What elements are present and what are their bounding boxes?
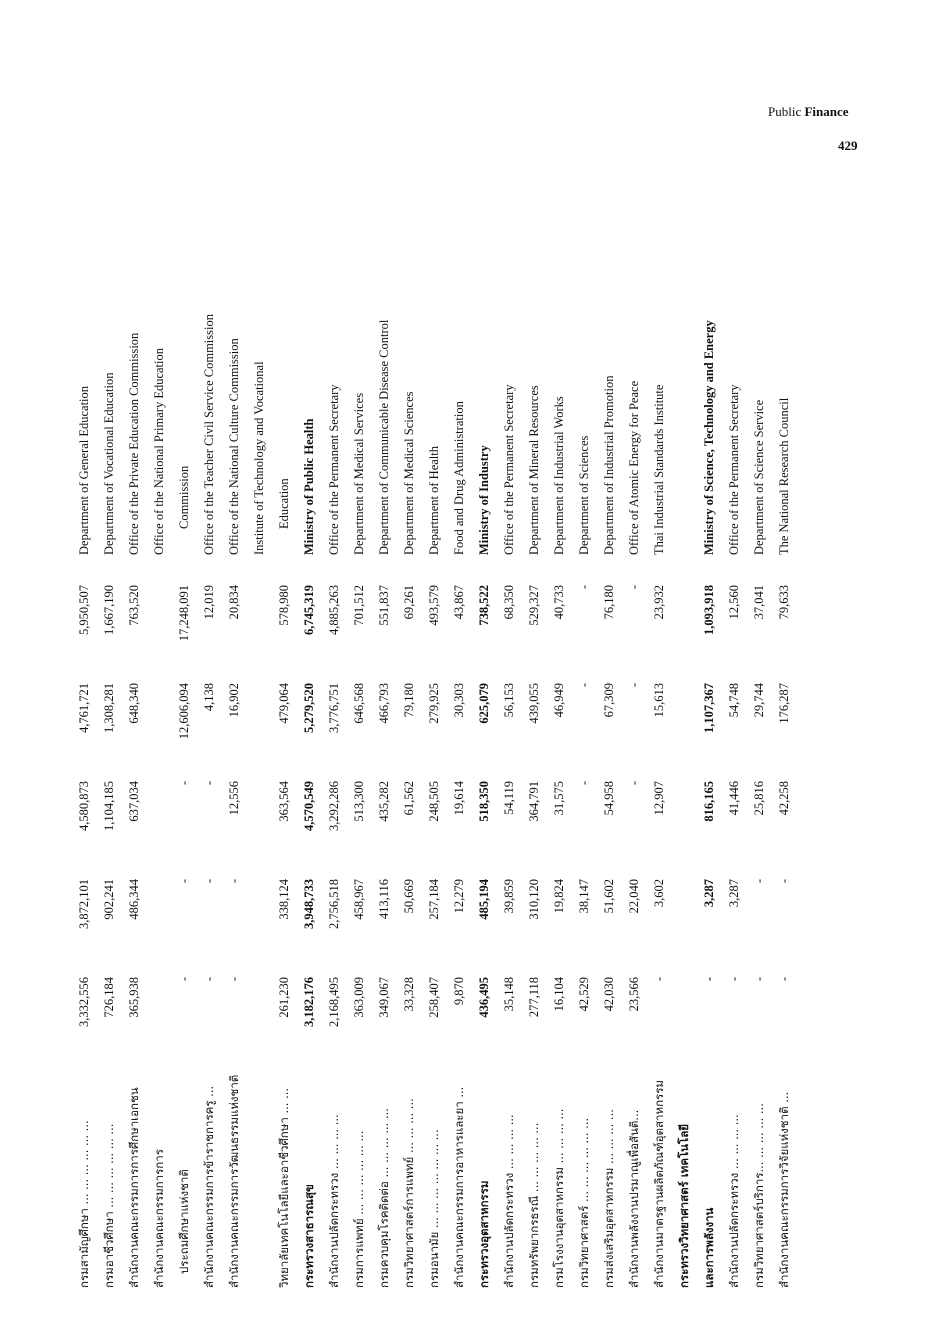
value-col-4: 648,340 xyxy=(127,683,141,724)
english-label: Commission xyxy=(177,465,191,529)
rotated-table-region xyxy=(72,182,878,1292)
value-col-2 xyxy=(672,871,697,969)
value-col-3: 435,282 xyxy=(377,781,391,822)
value-col-4: - xyxy=(577,683,591,688)
value-col-3: 248,505 xyxy=(427,781,441,822)
value-col-5 xyxy=(247,577,272,675)
value-col-5: - xyxy=(577,585,591,590)
english-label: Office of the Permanent Secretary xyxy=(727,384,741,555)
table-row xyxy=(372,182,397,1292)
thai-label: กรมส่งเสริมอุตสาหกรรม ... ... ... ... xyxy=(601,1109,616,1288)
value-col-4: 29,744 xyxy=(752,683,766,718)
value-col-2: 3,287 xyxy=(702,879,716,908)
value-col-3: 3,292,286 xyxy=(327,781,341,831)
thai-label: สำนักงานคณะกรรมการการ xyxy=(151,1149,166,1288)
value-col-5: 1,093,918 xyxy=(702,585,716,635)
value-col-5: 69,261 xyxy=(402,585,416,620)
value-col-3: 513,300 xyxy=(352,781,366,822)
thai-label: กระทรวงวิทยาศาสตร์ เทคโนโลยี xyxy=(676,1123,691,1288)
value-col-5: 12,560 xyxy=(727,585,741,620)
table-row xyxy=(72,182,97,1292)
table-row xyxy=(297,182,322,1292)
value-col-4: 67,309 xyxy=(602,683,616,718)
value-col-4: 279,925 xyxy=(427,683,441,724)
value-col-3: 363,564 xyxy=(277,781,291,822)
thai-label: กรมวิทยาศาสตร์ ... ... ... ... ... ... xyxy=(576,1117,591,1288)
value-col-1: - xyxy=(652,977,666,982)
value-col-4: 176,287 xyxy=(777,683,791,724)
value-col-1: 9,870 xyxy=(452,977,466,1006)
value-col-2: 3,872,101 xyxy=(77,879,91,929)
value-col-1: 2,168,495 xyxy=(327,977,341,1027)
thai-label: สำนักงานคณะกรรมการวิจัยแห่งชาติ ... xyxy=(776,1091,791,1288)
value-col-2: 413,116 xyxy=(377,879,391,920)
value-col-2: - xyxy=(177,879,191,884)
value-col-3: 637,034 xyxy=(127,781,141,822)
thai-label: สำนักงานคณะกรรมการอาหารและยา ... xyxy=(451,1086,466,1288)
value-col-3: 1,104,185 xyxy=(102,781,116,831)
thai-label: สำนักงานปลัดกระทรวง ... ... ... ... xyxy=(326,1114,341,1288)
value-col-4: 1,107,367 xyxy=(702,683,716,733)
thai-label: กรมควบคุมโรคติดต่อ ... ... ... ... ... xyxy=(376,1108,391,1288)
english-label: Institute of Technology and Vocational xyxy=(252,361,266,555)
value-col-1: - xyxy=(752,977,766,982)
value-col-1: - xyxy=(227,977,241,982)
value-col-1: - xyxy=(727,977,741,982)
value-col-3: 54,119 xyxy=(502,781,516,815)
value-col-2: 3,948,733 xyxy=(302,879,316,929)
value-col-4: 1,308,281 xyxy=(102,683,116,733)
value-col-3: 12,907 xyxy=(652,781,666,816)
table-row xyxy=(597,182,622,1292)
english-label: Department of Medical Sciences xyxy=(402,391,416,555)
value-col-5: 763,520 xyxy=(127,585,141,626)
value-col-4: 466,793 xyxy=(377,683,391,724)
value-col-5: 493,579 xyxy=(427,585,441,626)
value-col-2: 486,344 xyxy=(127,879,141,920)
value-col-5 xyxy=(672,577,697,675)
value-col-3: 25,816 xyxy=(752,781,766,816)
value-col-1: 16,104 xyxy=(552,977,566,1012)
value-col-2: 338,124 xyxy=(277,879,291,920)
table-row xyxy=(472,182,497,1292)
value-col-4: 439,055 xyxy=(527,683,541,724)
value-col-2: 12,279 xyxy=(452,879,466,914)
value-col-2: - xyxy=(752,879,766,884)
english-label: Office of the Private Education Commission xyxy=(127,332,141,555)
value-col-5: 551,837 xyxy=(377,585,391,626)
thai-label: และการพลังงาน xyxy=(701,1207,716,1288)
english-label: Office of the Permanent Secretary xyxy=(502,384,516,555)
value-col-4: 625,079 xyxy=(477,683,491,724)
value-col-2: 39,859 xyxy=(502,879,516,914)
value-col-5: 4,885,263 xyxy=(327,585,341,635)
table-row xyxy=(447,182,472,1292)
value-col-1: - xyxy=(777,977,791,982)
table-row xyxy=(322,182,347,1292)
english-label: Department of Medical Services xyxy=(352,392,366,555)
english-label: Department of Sciences xyxy=(577,435,591,555)
table-row xyxy=(422,182,447,1292)
thai-label: วิทยาลัยเทคโนโลยีและอาชีวศึกษา ... ... xyxy=(276,1087,291,1288)
value-col-3: 42,258 xyxy=(777,781,791,816)
value-col-1: 42,030 xyxy=(602,977,616,1012)
table-row xyxy=(172,182,197,1292)
value-col-5: 12,019 xyxy=(202,585,216,620)
value-col-5: 40,733 xyxy=(552,585,566,620)
value-col-2: 22,040 xyxy=(627,879,641,914)
value-col-4: 4,761,721 xyxy=(77,683,91,733)
thai-label: กรมวิทยาศาสตร์บริการ... ... ... ... ... xyxy=(751,1103,766,1288)
value-col-5: 43,867 xyxy=(452,585,466,620)
value-col-5: 79,633 xyxy=(777,585,791,620)
value-col-4: 30,303 xyxy=(452,683,466,718)
value-col-1: 363,009 xyxy=(352,977,366,1018)
value-col-1: 23,566 xyxy=(627,977,641,1012)
value-col-2 xyxy=(247,871,272,969)
english-label: Office of the Teacher Civil Service Commission xyxy=(202,314,216,555)
table-row xyxy=(97,182,122,1292)
value-col-5: 68,350 xyxy=(502,585,516,620)
value-col-4: 46,949 xyxy=(552,683,566,718)
value-col-5: 738,522 xyxy=(477,585,491,626)
table-row xyxy=(647,182,672,1292)
value-col-3: 12,556 xyxy=(227,781,241,816)
table-row xyxy=(222,182,247,1292)
value-col-4: 479,064 xyxy=(277,683,291,724)
value-col-1: - xyxy=(177,977,191,982)
table-row xyxy=(347,182,372,1292)
thai-label: สำนักงานคณะกรรมการข้าราชการครู ... xyxy=(201,1085,216,1288)
value-col-1: 3,182,176 xyxy=(302,977,316,1027)
value-col-5: 37,041 xyxy=(752,585,766,620)
value-col-5: - xyxy=(627,585,641,590)
value-col-3: 54,958 xyxy=(602,781,616,816)
value-col-1: 365,938 xyxy=(127,977,141,1018)
thai-label xyxy=(247,1067,272,1292)
value-col-3: 31,575 xyxy=(552,781,566,816)
thai-label: กรมสามัญศึกษา ... ... ... ... ... ... xyxy=(76,1120,91,1288)
value-col-4: 54,748 xyxy=(727,683,741,718)
value-col-1: 33,328 xyxy=(402,977,416,1012)
value-col-3 xyxy=(247,773,272,871)
table-row xyxy=(747,182,772,1292)
value-col-3: 4,580,873 xyxy=(77,781,91,831)
english-label: Office of the National Culture Commission xyxy=(227,338,241,555)
english-label: Food and Drug Administration xyxy=(452,401,466,555)
value-col-1: 436,495 xyxy=(477,977,491,1018)
value-col-5: 76,180 xyxy=(602,585,616,620)
value-col-2: 310,120 xyxy=(527,879,541,920)
table-row xyxy=(722,182,747,1292)
thai-label: กรมการแพทย์ ... ... ... ... ... ... xyxy=(351,1130,366,1288)
value-col-4: 646,568 xyxy=(352,683,366,724)
value-col-4 xyxy=(247,675,272,773)
value-col-1: 726,184 xyxy=(102,977,116,1018)
thai-label: กระทรวงอุตสาหกรรม xyxy=(476,1180,491,1288)
value-col-3: 19,614 xyxy=(452,781,466,816)
value-col-4: 3,776,751 xyxy=(327,683,341,733)
thai-label: กรมโรงงานอุตสาหกรรม ... ... ... ... xyxy=(551,1108,566,1288)
value-col-1: 277,118 xyxy=(527,977,541,1018)
english-label: Ministry of Industry xyxy=(477,445,491,555)
value-col-1: 3,332,556 xyxy=(77,977,91,1027)
value-col-2: 19,824 xyxy=(552,879,566,914)
value-col-4: 5,279,520 xyxy=(302,683,316,733)
english-label: Ministry of Public Health xyxy=(302,418,316,555)
thai-label: กรมทรัพยากรธรณี ... ... ... ... ... xyxy=(526,1122,541,1288)
english-label: The National Research Council xyxy=(777,397,791,555)
thai-label: สำนักงานพลังงานปรมาณูเพื่อสันติ... xyxy=(626,1109,641,1288)
value-col-3: - xyxy=(177,781,191,786)
header-title-bold: Finance xyxy=(804,104,849,119)
table-row xyxy=(247,182,272,1292)
english-label: Department of Industrial Promotion xyxy=(602,375,616,555)
value-col-2: 485,194 xyxy=(477,879,491,920)
value-col-2: 38,147 xyxy=(577,879,591,914)
value-col-1 xyxy=(247,969,272,1067)
value-col-1 xyxy=(672,969,697,1067)
value-col-4: 79,180 xyxy=(402,683,416,718)
value-col-3: 41,446 xyxy=(727,781,741,816)
value-col-4: 56,153 xyxy=(502,683,516,718)
running-header xyxy=(768,104,849,120)
table-row xyxy=(547,182,572,1292)
table-row xyxy=(772,182,797,1292)
value-col-4: - xyxy=(627,683,641,688)
value-col-5: 23,932 xyxy=(652,585,666,620)
value-col-3 xyxy=(672,773,697,871)
table-row xyxy=(497,182,522,1292)
value-col-5: 529,327 xyxy=(527,585,541,626)
value-col-2: - xyxy=(227,879,241,884)
value-col-3: - xyxy=(577,781,591,786)
value-col-2: 50,669 xyxy=(402,879,416,914)
value-col-4: 4,138 xyxy=(202,683,216,712)
table-row xyxy=(197,182,222,1292)
budget-table-body xyxy=(72,182,797,1292)
value-col-2: - xyxy=(777,879,791,884)
english-label: Department of Health xyxy=(427,446,441,555)
english-label: Office of the National Primary Education xyxy=(152,348,166,555)
table-row xyxy=(122,182,147,1292)
header-title: Public xyxy=(768,104,802,119)
value-col-1: 349,067 xyxy=(377,977,391,1018)
table-row xyxy=(672,182,697,1292)
thai-label: กรมอาชีวศึกษา ... ... ... ... ... ... xyxy=(101,1123,116,1288)
english-label: Department of Mineral Resources xyxy=(527,385,541,555)
value-col-5: 701,512 xyxy=(352,585,366,626)
value-col-3: 518,350 xyxy=(477,781,491,822)
english-label: Thai Industrial Standards Institute xyxy=(652,384,666,555)
value-col-3 xyxy=(147,773,172,871)
thai-label: สำนักงานปลัดกระทรวง ... ... ... ... xyxy=(501,1114,516,1288)
value-col-2: 257,184 xyxy=(427,879,441,920)
thai-label: กรมวิทยาศาสตร์การแพทย์ ... ... ... ... xyxy=(401,1098,416,1288)
english-label: Department of Science Service xyxy=(752,399,766,555)
thai-label: สำนักงานปลัดกระทรวง ... ... ... ... xyxy=(726,1114,741,1288)
table-row xyxy=(522,182,547,1292)
value-col-1: - xyxy=(202,977,216,982)
table-row xyxy=(272,182,297,1292)
english-label: Office of the Permanent Secretary xyxy=(327,384,341,555)
value-col-5 xyxy=(147,577,172,675)
english-label: Department of General Education xyxy=(77,385,91,555)
value-col-4: 12,606,094 xyxy=(177,683,191,740)
page-number: 429 xyxy=(838,138,858,153)
english-label xyxy=(672,182,697,577)
budget-table xyxy=(72,182,797,1292)
value-col-2: 2,756,518 xyxy=(327,879,341,929)
value-col-5: 6,745,319 xyxy=(302,585,316,635)
table-row xyxy=(147,182,172,1292)
thai-label: กระทรวงสาธารณสุข xyxy=(301,1184,316,1288)
thai-label: สำนักงานคณะกรรมการวัฒนธรรมแห่งชาติ xyxy=(226,1074,241,1288)
english-label: Department of Industrial Works xyxy=(552,396,566,555)
value-col-2: 902,241 xyxy=(102,879,116,920)
value-col-2: - xyxy=(202,879,216,884)
value-col-2: 3,602 xyxy=(652,879,666,908)
table-row xyxy=(572,182,597,1292)
value-col-3: 816,165 xyxy=(702,781,716,822)
thai-label: สำนักงานคณะกรรมการการศึกษาเอกชน xyxy=(126,1087,141,1288)
value-col-5: 578,980 xyxy=(277,585,291,626)
english-label: Ministry of Science, Technology and Energy xyxy=(702,320,716,555)
table-row xyxy=(622,182,647,1292)
value-col-1: 258,407 xyxy=(427,977,441,1018)
value-col-4: 15,613 xyxy=(652,683,666,718)
value-col-1: 261,230 xyxy=(277,977,291,1018)
value-col-2: 3,287 xyxy=(727,879,741,908)
table-row xyxy=(397,182,422,1292)
value-col-1: - xyxy=(702,977,716,982)
value-col-2: 51,602 xyxy=(602,879,616,914)
value-col-3: 61,562 xyxy=(402,781,416,816)
english-label: Education xyxy=(277,478,291,529)
thai-label: สำนักงานมาตรฐานผลิตภัณฑ์อุตสาหกรรม xyxy=(651,1080,666,1288)
value-col-4 xyxy=(147,675,172,773)
value-col-1 xyxy=(147,969,172,1067)
english-label: Department of Vocational Education xyxy=(102,372,116,555)
value-col-4: 16,902 xyxy=(227,683,241,718)
value-col-5: 1,667,190 xyxy=(102,585,116,635)
value-col-3: 364,791 xyxy=(527,781,541,822)
english-label: Office of Atomic Energy for Peace xyxy=(627,380,641,555)
english-label: Department of Communicable Disease Control xyxy=(377,319,391,555)
thai-label: ประถมศึกษาแห่งชาติ xyxy=(176,1169,191,1274)
value-col-5: 17,248,091 xyxy=(177,585,191,642)
value-col-1: 42,529 xyxy=(577,977,591,1012)
value-col-3: - xyxy=(627,781,641,786)
value-col-2: 458,967 xyxy=(352,879,366,920)
thai-label: กรมอนามัย ... ... ... ... ... ... ... xyxy=(426,1129,441,1288)
value-col-5: 20,834 xyxy=(227,585,241,620)
value-col-3: 4,570,549 xyxy=(302,781,316,831)
value-col-5: 5,950,507 xyxy=(77,585,91,635)
value-col-1: 35,148 xyxy=(502,977,516,1012)
value-col-2 xyxy=(147,871,172,969)
value-col-3: - xyxy=(202,781,216,786)
table-row xyxy=(697,182,722,1292)
value-col-4 xyxy=(672,675,697,773)
